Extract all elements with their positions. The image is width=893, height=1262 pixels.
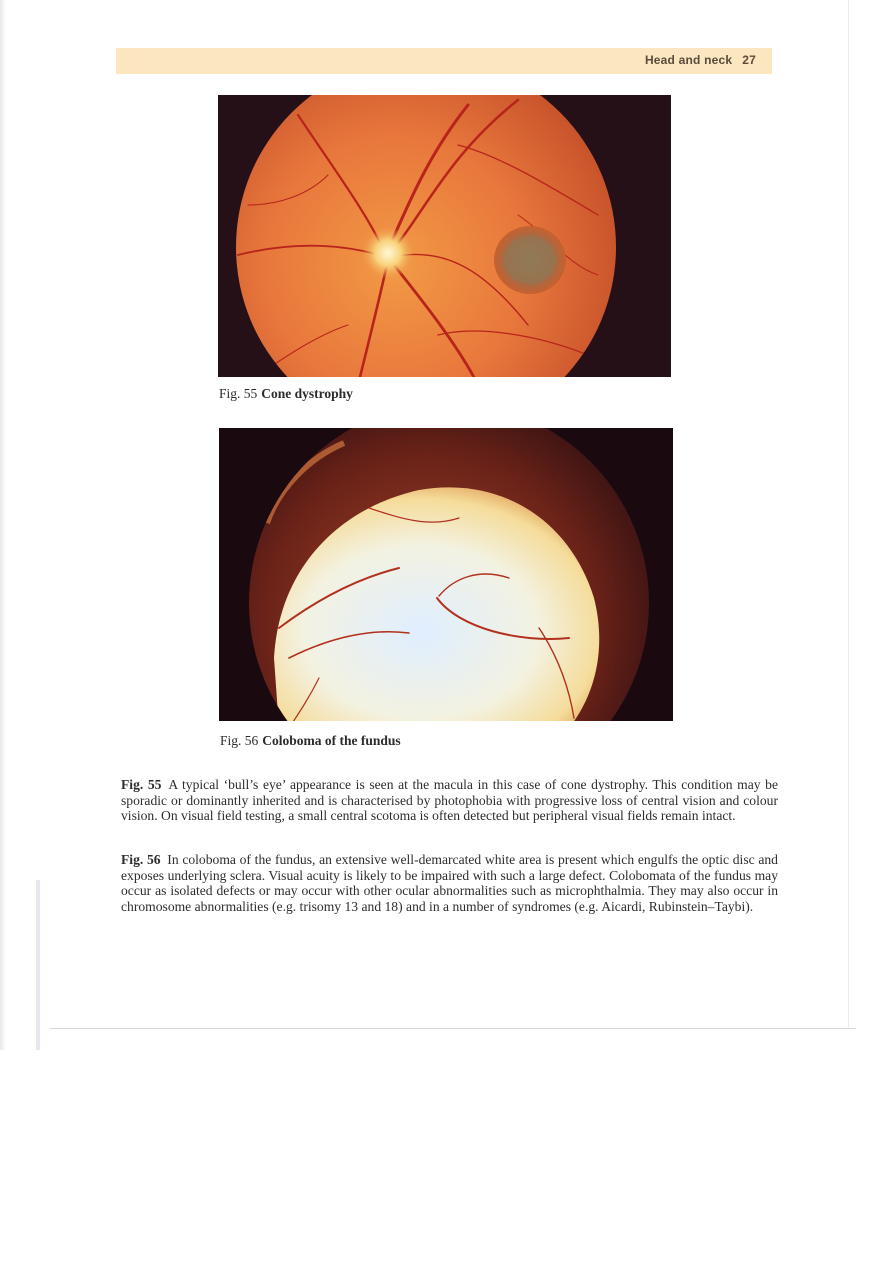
- figure-caption-text: Cone dystrophy: [261, 386, 353, 401]
- paragraph-figure-ref: Fig. 55: [121, 777, 162, 792]
- section-title: Head and neck: [644, 53, 733, 67]
- running-header-band: [116, 48, 772, 74]
- paragraph-fig-55: [121, 777, 778, 824]
- fundus-image-cone-dystrophy: [218, 95, 671, 377]
- page-right-edge: [848, 0, 849, 1028]
- scan-left-edge: [0, 0, 6, 1050]
- paragraph-fig-56: [121, 852, 778, 914]
- fundus-image-coloboma: [219, 428, 673, 721]
- figure-55-fundus-photo: [218, 95, 671, 377]
- figure-caption-text: Coloboma of the fundus: [262, 733, 401, 748]
- page-bottom-edge: [50, 1028, 856, 1029]
- figure-56-caption: [220, 733, 401, 749]
- scan-left-mark: [36, 880, 40, 1050]
- page-number: 27: [742, 53, 756, 67]
- paragraph-figure-ref: Fig. 56: [121, 852, 161, 867]
- paragraph-text: In coloboma of the fundus, an extensive well-demarcated white area is present which engulfs the optic disc and exposes underlying sclera. Visual acuity is likely to be impaired with such a large defect. Colobomata of the fundus may occur as isolated defects or may occur with other ocular abnormalities such as microphthalmia. They may also occur in chromosome abnormalities (e.g. trisomy 13 and 18) and in a number of syndromes (e.g. Aicardi, Rubinstein–Taybi).: [121, 852, 778, 914]
- paragraph-text: A typical ‘bull’s eye’ appearance is seen at the macula in this case of cone dystrophy. This condition may be sporadic or dominantly inherited and is characterised by photophobia with progressive loss of central vision and colour vision. On visual field testing, a small central scotoma is often detected but peripheral visual fields remain intact.: [121, 777, 778, 823]
- figure-label: Fig. 56: [220, 733, 259, 748]
- figure-label: Fig. 55: [219, 386, 258, 401]
- figure-55-caption: [219, 386, 353, 402]
- running-head: [645, 53, 756, 67]
- figure-56-fundus-photo: [219, 428, 673, 721]
